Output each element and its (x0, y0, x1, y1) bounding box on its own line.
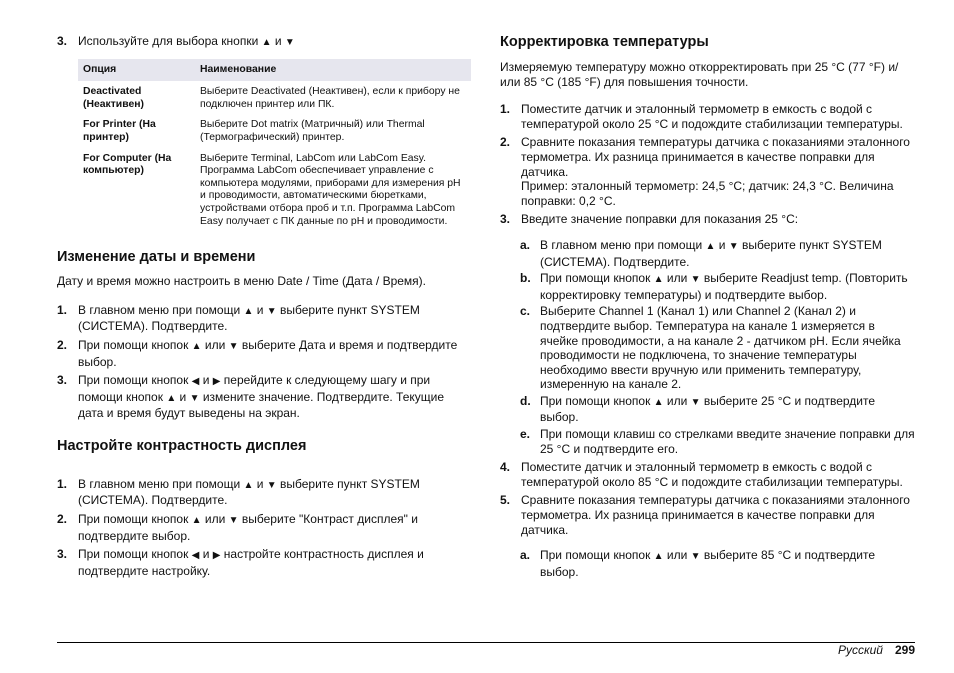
step-number: 3. (500, 212, 511, 227)
step-text: При помощи клавиш со стрелками введите значение поправки для 25 °C и подтвердите его. (540, 427, 915, 456)
step-text: и (199, 373, 213, 388)
up-arrow-icon: ▲ (166, 392, 177, 404)
date-step-1 (57, 303, 471, 334)
step-number: 3. (57, 547, 68, 562)
step-text: и (199, 547, 213, 562)
contrast-step-1 (57, 477, 471, 508)
table-row (78, 81, 471, 114)
temp-step-3a (500, 238, 916, 269)
right-arrow-icon: ▶ (212, 376, 221, 388)
step-text: В главном меню при помощи (78, 476, 244, 491)
step-text: При помощи кнопок (78, 373, 192, 388)
up-arrow-icon: ▲ (243, 479, 254, 491)
temp-step-1 (500, 102, 916, 131)
step-text: перейдите к следующему шагу и при помощи кнопок (78, 373, 431, 404)
table-header: Наименование (195, 59, 471, 82)
temp-step-2 (500, 135, 916, 208)
down-arrow-icon: ▼ (228, 340, 239, 352)
table-row (78, 148, 471, 232)
step-text: В главном меню при помощи (78, 302, 244, 317)
step-text: и (253, 302, 267, 317)
left-arrow-icon: ◀ (191, 550, 200, 562)
up-arrow-icon: ▲ (653, 551, 664, 563)
step-number: 1. (500, 102, 511, 117)
down-arrow-icon: ▼ (189, 392, 200, 404)
right-arrow-icon: ▶ (212, 550, 221, 562)
step-text: или (201, 337, 229, 352)
table-cell-desc: Выберите Dot matrix (Матричный) или Thermal (Термографический) принтер. (200, 119, 425, 143)
step-text: выберите пункт SYSTEM (СИСТЕМА). Подтвердите. (540, 237, 882, 269)
up-arrow-icon: ▲ (243, 305, 254, 317)
step-text: Сравните показания температуры датчика с показаниями эталонного термометра. Их разница принимается в качестве поправки для датчика. (521, 135, 910, 179)
temp-step-3 (500, 212, 916, 227)
contrast-step-3 (57, 547, 471, 578)
up-arrow-icon: ▲ (705, 240, 716, 252)
step-number: 1. (57, 302, 68, 317)
temperature-intro: Измеряемую температуру можно откорректировать при 25 °C (77 °F) и/или 85 °C (185 °F) для повышения точности. (500, 60, 899, 89)
footer-divider (57, 642, 915, 643)
right-column (500, 31, 916, 579)
step-text: и (715, 237, 729, 252)
step-3-select (57, 34, 471, 51)
left-column (57, 31, 471, 578)
substep-letter: e. (520, 427, 531, 442)
temp-step-3e (500, 427, 916, 456)
down-arrow-icon: ▼ (690, 551, 701, 563)
step-text: или (201, 512, 229, 527)
down-arrow-icon: ▼ (266, 305, 277, 317)
step-text: При помощи кнопок (540, 271, 654, 286)
down-arrow-icon: ▼ (228, 515, 239, 527)
contrast-step-2 (57, 512, 471, 543)
step-text: измените значение. Подтвердите. Текущие дата и время будут выведены на экран. (78, 389, 445, 421)
step-number: 2. (57, 512, 68, 527)
step-text: Введите значение поправки для показания 25 °C: (521, 212, 799, 227)
down-arrow-icon: ▼ (728, 240, 739, 252)
table-cell-desc: Выберите Deactivated (Неактивен), если к прибору не подключен принтер или ПК. (200, 86, 460, 110)
up-arrow-icon: ▲ (191, 340, 202, 352)
step-number: 5. (500, 493, 511, 508)
step-text: При помощи кнопок (78, 512, 192, 527)
step-number: 2. (57, 337, 68, 352)
table-cell-option: For Printer (На принтер) (83, 119, 156, 143)
step-text: Поместите датчик и эталонный термометр в емкость с водой с температурой около 85 °C и подождите стабилизации температуры. (521, 460, 903, 489)
up-arrow-icon: ▲ (653, 396, 664, 408)
step-text: При помощи кнопок (540, 393, 654, 408)
step-text: Сравните показания температуры датчика с показаниями эталонного термометра. Их разница принимается в качестве поправки для датчика. (521, 493, 910, 537)
table-header: Опция (78, 59, 195, 82)
down-arrow-icon: ▼ (266, 479, 277, 491)
contrast-heading: Настройте контрастность дисплея (57, 437, 307, 454)
step-text: Выберите Channel 1 (Канал 1) или Channel 2 (Канал 2) и подтвердите выбор. Температура на канале 1 измеряется в ячейке проводимости, а на канале 2 - датчиком pH. Если ячейка проводимости не подключена, то значение температуры необходимо ввести вручную или применить температуру, измеренную на канале 2. (540, 304, 901, 392)
down-arrow-icon: ▼ (690, 274, 701, 286)
step-number: 3. (57, 34, 68, 48)
temp-step-3b (500, 271, 916, 302)
step-text: При помощи кнопок (78, 337, 192, 352)
step-text: выберите 85 °C и подтвердите выбор. (540, 548, 876, 579)
table-cell-option: Deactivated (Неактивен) (83, 86, 144, 110)
date-time-intro: Дату и время можно настроить в меню Date / Time (Дата / Время). (57, 274, 427, 289)
temp-step-5a (500, 548, 916, 579)
step-text: При помощи кнопок (78, 547, 192, 562)
step-text: выберите пункт SYSTEM (СИСТЕМА). Подтвердите. (78, 302, 420, 334)
step-text: или (663, 548, 691, 563)
substep-letter: a. (520, 548, 531, 563)
substep-letter: c. (520, 304, 531, 319)
page-footer (838, 643, 915, 657)
table-header-row (78, 59, 471, 82)
up-arrow-icon: ▲ (653, 274, 664, 286)
substep-letter: a. (520, 237, 531, 252)
step-text: В главном меню при помощи (540, 237, 706, 252)
step-text: При помощи кнопок (540, 548, 654, 563)
step-text: выберите Дата и время и подтвердите выбор. (78, 337, 458, 369)
step-text: выберите "Контраст дисплея" и подтвердите выбор. (78, 512, 418, 543)
footer-language: Русский (837, 643, 883, 657)
up-arrow-icon: ▲ (261, 37, 272, 48)
table-cell-option: For Computer (На компьютер) (83, 152, 172, 177)
temp-step-3d (500, 394, 916, 425)
step-number: 2. (500, 135, 511, 150)
up-arrow-icon: ▲ (191, 515, 202, 527)
step-text: и (253, 476, 267, 491)
step-text: или (663, 393, 691, 408)
step-number: 4. (500, 460, 511, 475)
step-text: Используйте для выбора кнопки (78, 34, 262, 48)
step-text: Поместите датчик и эталонный термометр в емкость с водой с температурой около 25 °C и подождите стабилизации температуры. (521, 102, 903, 131)
step-number: 1. (57, 476, 68, 491)
step-text: и (271, 34, 285, 48)
table-cell-desc: Выберите Terminal, LabCom или LabCom Easy. Программа LabCom обеспечивает управление с компьютера модулями, приборами для измерения pH и проводимости, автоматическими бюретками, устройствами отбора проб и т.п. Программа LabCom Easy получает с ПК данные по pH и проводимости. (200, 152, 461, 227)
substep-letter: b. (520, 271, 531, 286)
step-text: или (663, 271, 691, 286)
page-number: 299 (894, 643, 915, 657)
options-table (78, 59, 471, 232)
step-text: настройте контрастность дисплея и подтвердите настройку. (78, 547, 424, 578)
step-text: и (176, 389, 190, 404)
temp-step-5 (500, 493, 916, 537)
temp-step-4 (500, 460, 916, 489)
step-text: выберите 25 °C и подтвердите выбор. (540, 393, 876, 425)
substep-letter: d. (520, 393, 531, 408)
date-step-3 (57, 373, 471, 421)
step-number: 3. (57, 373, 68, 388)
down-arrow-icon: ▼ (690, 396, 701, 408)
left-arrow-icon: ◀ (191, 376, 200, 388)
step-text: выберите Readjust temp. (Повторить корректировку температуры) и подтвердите выбор. (540, 271, 908, 302)
temperature-heading: Корректировка температуры (500, 34, 709, 50)
step-example: Пример: эталонный термометр: 24,5 °C; датчик: 24,3 °C. Величина поправки: 0,2 °C. (521, 179, 894, 208)
date-step-2 (57, 338, 471, 369)
temp-step-3c (500, 304, 916, 392)
table-row (78, 114, 471, 147)
down-arrow-icon: ▼ (284, 37, 295, 48)
step-text: выберите пункт SYSTEM (СИСТЕМА). Подтвердите. (78, 476, 420, 508)
date-time-heading: Изменение даты и времени (57, 249, 256, 266)
